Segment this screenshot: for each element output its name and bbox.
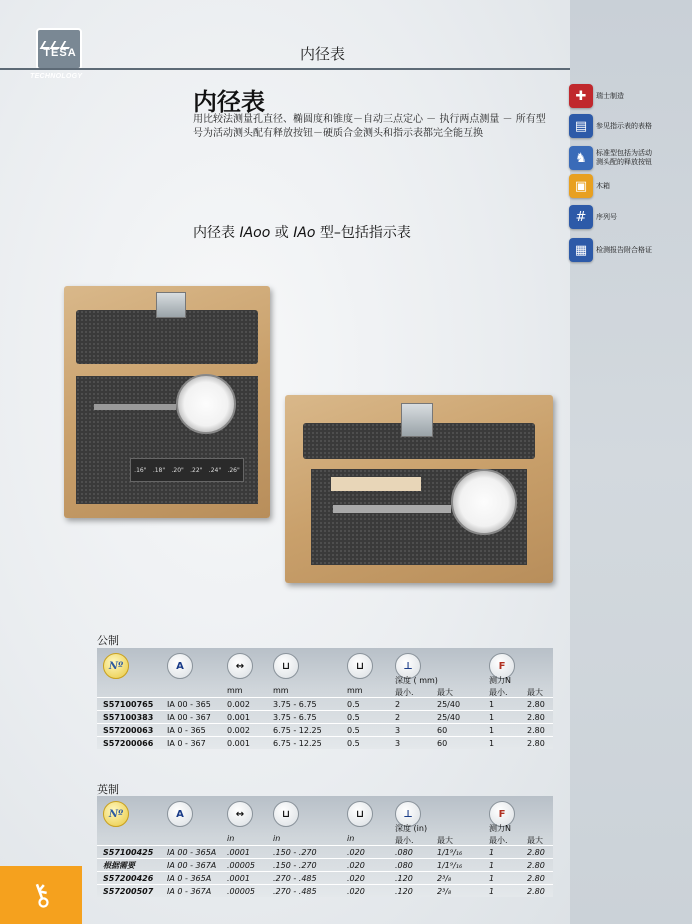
unit-travel: mm [347, 686, 363, 695]
key-icon: ⚷ [24, 874, 58, 916]
logo-subtitle: TECHNOLOGY [30, 73, 83, 80]
cell-res: .0001 [227, 874, 250, 883]
subhead-suffix: 型–包括指示表 [315, 225, 411, 241]
force-min: 最小. [489, 688, 508, 697]
cell-dmax: 1/1⁹/₁₆ [437, 848, 463, 857]
travel-icon: ⊔ [347, 653, 373, 679]
force-label: 测力N [489, 824, 511, 833]
cell-type: IA 00 - 365A [167, 848, 217, 857]
cell-dmin: 3 [395, 726, 401, 735]
force-min: 最小. [489, 836, 508, 845]
number-icon: Nº [103, 801, 129, 827]
wooden-box-icon: ▣ [569, 174, 593, 198]
metric-icon-row [97, 648, 553, 684]
cell-fmin: 1 [489, 713, 495, 722]
feature-item [569, 238, 658, 262]
table-row [97, 697, 553, 710]
product-photo-left [64, 286, 270, 518]
cell-fmin: 1 [489, 726, 495, 735]
cell-dmax: 1/1⁹/₁₆ [437, 861, 463, 870]
metric-rows [97, 697, 553, 749]
feature-item [569, 114, 658, 138]
sidebar-background [570, 0, 692, 924]
unit-range: mm [273, 686, 289, 695]
certificate-icon: ▦ [569, 238, 593, 262]
cell-fmin: 1 [489, 874, 495, 883]
depth-icon: ⊥ [395, 653, 421, 679]
depth-max: 最大 [437, 688, 453, 697]
feature-item [569, 84, 658, 108]
cell-dmin: .080 [395, 861, 413, 870]
cell-fmax: 2.80 [527, 726, 545, 735]
cell-range: .270 - .485 [273, 874, 317, 883]
cell-fmax: 2.80 [527, 861, 545, 870]
swiss-made-icon: ✚ [569, 84, 593, 108]
unit-res: in [227, 834, 235, 843]
feature-label: 木箱 [596, 181, 610, 190]
cell-no: S57200507 [103, 887, 154, 896]
tesa-logo [36, 28, 82, 70]
cell-dmax: 60 [437, 739, 448, 748]
depth-max: 最大 [437, 836, 453, 845]
feature-item [569, 146, 658, 170]
table-row [97, 871, 553, 884]
cell-type: IA 0 - 365A [167, 874, 212, 883]
force-icon: F [489, 801, 515, 827]
product-photo-right [285, 395, 553, 583]
table-row [97, 884, 553, 897]
cell-type: IA 0 - 367 [167, 739, 206, 748]
cell-no: S57200066 [103, 739, 154, 748]
force-max: 最大 [527, 836, 543, 845]
cell-dmax: 2³/₈ [437, 887, 452, 896]
cell-fmax: 2.80 [527, 848, 545, 857]
force-label: 测力N [489, 676, 511, 685]
cell-range: 6.75 - 12.25 [273, 739, 322, 748]
unit-travel: in [347, 834, 355, 843]
cell-fmin: 1 [489, 861, 495, 870]
cell-type: IA 0 - 367A [167, 887, 212, 896]
cell-fmin: 1 [489, 739, 495, 748]
metric-units-row [97, 676, 553, 697]
cell-range: 6.75 - 12.25 [273, 726, 322, 735]
ring-mark-label: .18" [152, 466, 166, 474]
cell-travel: .020 [347, 848, 365, 857]
cell-dmin: .120 [395, 874, 413, 883]
cell-res: .00005 [227, 861, 255, 870]
force-max: 最大 [527, 688, 543, 697]
product-description: 用比较法测量孔直径、椭圆度和锥度－自动三点定心 － 执行两点测量 － 所有型号为活动测头配有释放按钮－硬质合金测头和指示表都完全能互换 [193, 114, 546, 139]
feature-item [569, 174, 658, 198]
metric-label: 公制 [97, 634, 119, 647]
dial-gauge-left [176, 374, 236, 434]
imperial-label: 英制 [97, 783, 119, 796]
table-row [97, 710, 553, 723]
subhead-model-2: IAo [293, 225, 316, 241]
cell-type: IA 00 - 367A [167, 861, 217, 870]
section-tab [0, 866, 82, 924]
tray-slot [331, 477, 421, 491]
cell-fmin: 1 [489, 848, 495, 857]
imperial-units-row [97, 824, 553, 845]
depth-icon: ⊥ [395, 801, 421, 827]
logo-bars-icon [42, 34, 76, 44]
cell-dmin: 2 [395, 700, 401, 709]
cell-travel: 0.5 [347, 713, 360, 722]
ring-mark-label: .20" [171, 466, 184, 474]
ring-mark-label: .24" [208, 466, 222, 474]
indicator-table-icon: ▤ [569, 114, 593, 138]
cell-dmax: 2³/₈ [437, 874, 452, 883]
cell-dmin: 2 [395, 713, 401, 722]
cell-dmin: 3 [395, 739, 401, 748]
force-icon: F [489, 653, 515, 679]
header-title: 内径表 [300, 45, 346, 63]
cell-res: 0.001 [227, 739, 250, 748]
depth-min: 最小. [395, 836, 414, 845]
gauge-stem [94, 404, 176, 410]
cell-fmin: 1 [489, 700, 495, 709]
dial-gauge-right [451, 469, 517, 535]
cell-range: 3.75 - 6.75 [273, 700, 317, 709]
cell-travel: 0.5 [347, 700, 360, 709]
cell-travel: .020 [347, 874, 365, 883]
feature-label: 序列号 [596, 212, 617, 221]
cell-dmax: 25/40 [437, 713, 461, 722]
table-row [97, 736, 553, 749]
cell-fmax: 2.80 [527, 700, 545, 709]
cell-dmin: .120 [395, 887, 413, 896]
imperial-rows [97, 845, 553, 897]
subhead-or: 或 [270, 225, 294, 241]
header-divider [0, 68, 570, 70]
resolution-icon: ↔ [227, 653, 253, 679]
unit-range: in [273, 834, 281, 843]
depth-min: 最小. [395, 688, 414, 697]
subhead-model-1: IAoo [239, 225, 271, 241]
cell-fmax: 2.80 [527, 887, 545, 896]
ring-mark-label: .16" [134, 466, 147, 474]
table-row [97, 858, 553, 871]
subhead-prefix: 内径表 [193, 225, 240, 241]
lid-latch [156, 292, 186, 318]
feature-label: 检测报告附合格证 [596, 245, 652, 254]
cell-travel: 0.5 [347, 726, 360, 735]
product-subheading [193, 222, 411, 242]
cell-type: IA 00 - 367 [167, 713, 211, 722]
ring-mark-label: .22" [190, 466, 203, 474]
travel-icon: ⊔ [347, 801, 373, 827]
logo-text: TESA [43, 47, 77, 59]
cell-range: 3.75 - 6.75 [273, 713, 317, 722]
ring-mark-label: .26" [227, 466, 240, 474]
cell-no: S57100425 [103, 848, 154, 857]
cell-no: 根据需要 [103, 861, 135, 870]
serial-number-icon: # [569, 205, 593, 229]
resolution-icon: ↔ [227, 801, 253, 827]
cell-fmax: 2.80 [527, 739, 545, 748]
lid-latch-right [401, 403, 433, 437]
cell-res: 0.002 [227, 700, 250, 709]
cell-no: S57200063 [103, 726, 154, 735]
type-icon: A [167, 653, 193, 679]
range-icon: ⊔ [273, 653, 299, 679]
depth-label: 深度 (in) [395, 824, 428, 833]
feature-label: 参见指示表的表格 [596, 121, 652, 130]
cell-fmax: 2.80 [527, 874, 545, 883]
cell-travel: .020 [347, 887, 365, 896]
cell-fmax: 2.80 [527, 713, 545, 722]
type-icon: A [167, 801, 193, 827]
cell-dmax: 60 [437, 726, 448, 735]
lid-foam [76, 310, 258, 364]
cell-type: IA 00 - 365 [167, 700, 211, 709]
unit-res: mm [227, 686, 243, 695]
page-title: 内径表 [193, 88, 265, 116]
imperial-table [97, 796, 553, 897]
cell-dmin: .080 [395, 848, 413, 857]
setting-ring-block [130, 458, 244, 482]
cell-travel: .020 [347, 861, 365, 870]
cell-res: 0.002 [227, 726, 250, 735]
cell-res: .00005 [227, 887, 255, 896]
feature-item [569, 205, 658, 229]
cell-travel: 0.5 [347, 739, 360, 748]
cell-no: S57200426 [103, 874, 154, 883]
cell-fmin: 1 [489, 887, 495, 896]
metric-table [97, 648, 553, 749]
gauge-stem-right [333, 505, 451, 513]
range-icon: ⊔ [273, 801, 299, 827]
cell-range: .150 - .270 [273, 848, 317, 857]
cell-res: .0001 [227, 848, 250, 857]
depth-label: 深度 ( mm) [395, 676, 438, 685]
cell-dmax: 25/40 [437, 700, 461, 709]
cell-range: .270 - .485 [273, 887, 317, 896]
cell-range: .150 - .270 [273, 861, 317, 870]
cell-no: S57100383 [103, 713, 154, 722]
imperial-icon-row [97, 796, 553, 832]
feature-label: 瑞士制造 [596, 91, 624, 100]
table-row [97, 845, 553, 858]
cell-no: S57100765 [103, 700, 154, 709]
feature-label: 标准型包括为活动测头配的释放按钮 [596, 149, 652, 166]
cell-res: 0.001 [227, 713, 250, 722]
table-row [97, 723, 553, 736]
release-button-icon: ♞ [569, 146, 593, 170]
number-icon: Nº [103, 653, 129, 679]
cell-type: IA 0 - 365 [167, 726, 206, 735]
